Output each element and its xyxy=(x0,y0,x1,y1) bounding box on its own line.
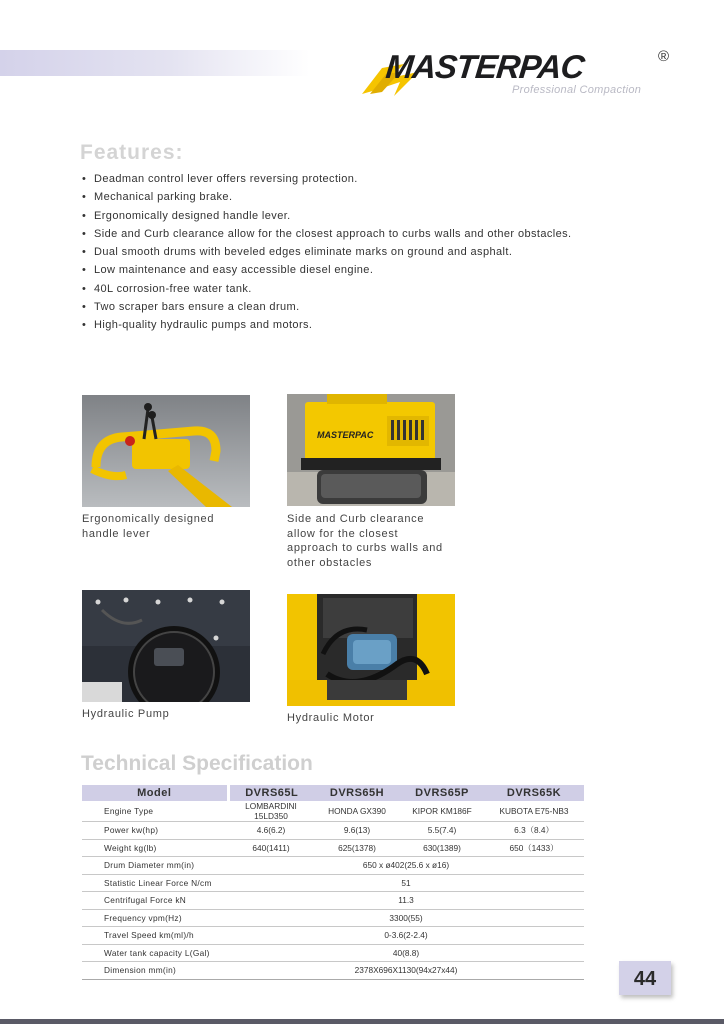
table-row xyxy=(82,927,584,945)
cell-value: 3300(55) xyxy=(228,909,584,927)
table-row xyxy=(82,892,584,910)
cell-value: 650（1433） xyxy=(484,839,584,857)
table-row xyxy=(82,857,584,875)
cell-value: 40(8.8) xyxy=(228,944,584,962)
header-band xyxy=(0,50,310,76)
spec-table xyxy=(82,785,584,980)
feature-item: • 40L corrosion-free water tank. xyxy=(80,280,571,298)
row-label: Drum Diameter mm(in) xyxy=(82,857,228,875)
header-dvrs65l: DVRS65L xyxy=(228,785,314,801)
table-row xyxy=(82,962,584,980)
cell-value: 2378X696X1130(94x27x44) xyxy=(228,962,584,980)
registered-mark: ® xyxy=(658,48,670,65)
spec-title: Technical Specification xyxy=(81,752,313,775)
row-label: Weight kg(lb) xyxy=(82,839,228,857)
cell-value: 0-3.6(2-2.4) xyxy=(228,927,584,945)
cell-value: LOMBARDINI 15LD350 xyxy=(228,801,314,822)
cell-value: 650 x ø402(25.6 x ø16) xyxy=(228,857,584,875)
header-model: Model xyxy=(82,785,228,801)
row-label: Statistic Linear Force N/cm xyxy=(82,874,228,892)
row-label: Frequency vpm(Hz) xyxy=(82,909,228,927)
photo-handle-lever xyxy=(82,395,250,507)
cell-value: KIPOR KM186F xyxy=(400,801,484,822)
table-row xyxy=(82,909,584,927)
masterpac-logo xyxy=(360,46,680,102)
row-label: Travel Speed km(ml)/h xyxy=(82,927,228,945)
page-number: 44 xyxy=(619,961,671,995)
feature-item: • Ergonomically designed handle lever. xyxy=(80,207,571,225)
cell-value: 4.6(6.2) xyxy=(228,822,314,840)
feature-item: • High-quality hydraulic pumps and motors. xyxy=(80,316,571,334)
spec-header-row xyxy=(82,785,584,801)
header-dvrs65k: DVRS65K xyxy=(484,785,584,801)
cell-value: 11.3 xyxy=(228,892,584,910)
cell-value: 51 xyxy=(228,874,584,892)
cell-value: 640(1411) xyxy=(228,839,314,857)
header-dvrs65h: DVRS65H xyxy=(314,785,400,801)
features-title: Features: xyxy=(80,141,184,164)
row-label: Water tank capacity L(Gal) xyxy=(82,944,228,962)
cell-value: 625(1378) xyxy=(314,839,400,857)
cell-value: HONDA GX390 xyxy=(314,801,400,822)
cell-value: 6.3（8.4） xyxy=(484,822,584,840)
features-list xyxy=(80,170,571,335)
machine-logo-text: MASTERPAC xyxy=(317,430,374,440)
feature-item: • Low maintenance and easy accessible diesel engine. xyxy=(80,261,571,279)
caption-handle-lever: Ergonomically designed handle lever xyxy=(82,513,215,540)
feature-item: • Two scraper bars ensure a clean drum. xyxy=(80,298,571,316)
table-row xyxy=(82,874,584,892)
caption-hydraulic-pump: Hydraulic Pump xyxy=(82,708,170,720)
photo-hydraulic-motor xyxy=(287,594,455,706)
photo-curb-clearance xyxy=(287,394,455,506)
photo-hydraulic-pump xyxy=(82,590,250,702)
caption-curb-clearance: Side and Curb clearance allow for the closest approach to curbs walls and other obstacles xyxy=(287,513,443,569)
table-row xyxy=(82,944,584,962)
cell-value: KUBOTA E75-NB3 xyxy=(484,801,584,822)
cell-value: 5.5(7.4) xyxy=(400,822,484,840)
header-dvrs65p: DVRS65P xyxy=(400,785,484,801)
table-row xyxy=(82,801,584,822)
caption-hydraulic-motor: Hydraulic Motor xyxy=(287,712,375,724)
row-label: Centrifugal Force kN xyxy=(82,892,228,910)
table-row xyxy=(82,822,584,840)
feature-item: • Mechanical parking brake. xyxy=(80,188,571,206)
table-row xyxy=(82,839,584,857)
logo-wordmark: MASTERPAC xyxy=(384,48,586,85)
feature-item: • Dual smooth drums with beveled edges eliminate marks on ground and asphalt. xyxy=(80,243,571,261)
footer-rule xyxy=(0,1019,724,1024)
feature-item: • Side and Curb clearance allow for the closest approach to curbs walls and other obstacles. xyxy=(80,225,571,243)
logo-tagline: Professional Compaction xyxy=(512,84,642,96)
row-label: Dimension mm(in) xyxy=(82,962,228,980)
cell-value: 9.6(13) xyxy=(314,822,400,840)
feature-item: • Deadman control lever offers reversing protection. xyxy=(80,170,571,188)
cell-value: 630(1389) xyxy=(400,839,484,857)
row-label: Power kw(hp) xyxy=(82,822,228,840)
row-label: Engine Type xyxy=(82,801,228,822)
